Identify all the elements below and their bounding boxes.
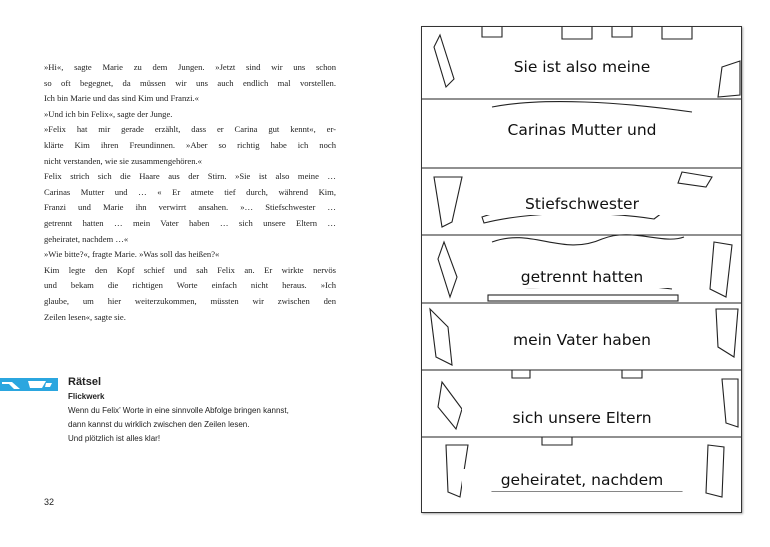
story-line: Carinas Mutter und … « Er atmete tief durch, während Kim,: [44, 186, 336, 197]
story-line: nicht verstanden, wie sie zusammengehören.«: [44, 155, 202, 166]
puzzle-strip-3: Stiefschwester: [462, 193, 702, 215]
story-line: Franzi und Marie ihn verwirrt ansahen. »… Stiefschwester …: [44, 202, 336, 213]
puzzle-strip-1: Sie ist also meine: [462, 56, 702, 78]
story-line: und bekam die richtigen Worte einfach nicht heraus. »Ich: [44, 280, 336, 291]
story-text: [44, 60, 336, 325]
story-line: Zeilen lesen«, sagte sie.: [44, 311, 126, 322]
puzzle-strip-6: sich unsere Eltern: [462, 407, 702, 429]
story-line: klärte Kim ihren Freundinnen. »Aber so richtig habe ich noch: [44, 139, 336, 150]
story-line: »Wie bitte?«, fragte Marie. »Was soll das heißen?«: [44, 249, 220, 260]
puzzle-strip-5: mein Vater haben: [462, 329, 702, 351]
story-line: Felix strich sich die Haare aus der Stirn. »Sie ist also meine …: [44, 171, 336, 182]
story-line: so oft begegnet, da müssen wir uns auch endlich mal vorstellen.: [44, 77, 336, 88]
story-line: Ich bin Marie und das sind Kim und Franzi.«: [44, 93, 199, 104]
riddle-box: [68, 375, 388, 446]
story-line: getrennt hatten … mein Vater haben … sich unsere Eltern …: [44, 217, 336, 228]
riddle-subtitle: Flickwerk: [68, 392, 105, 401]
strip-puzzle: [421, 26, 742, 513]
riddle-badge-icon: [0, 378, 58, 391]
story-line: »Hi«, sagte Marie zu dem Jungen. »Jetzt sind wir uns schon: [44, 62, 336, 72]
puzzle-strip-2: Carinas Mutter und: [462, 119, 702, 141]
story-line: »Und ich bin Felix«, sagte der Junge.: [44, 108, 173, 119]
story-line: Kim legte den Kopf schief und sah Felix an. Er wirkte nervös: [44, 264, 336, 275]
puzzle-strip-7: geheiratet, nachdem: [462, 469, 702, 491]
story-line: glaube, um hier weiterzukommen, müssten wir zwischen den: [44, 295, 336, 306]
riddle-line: dann kannst du wirklich zwischen den Zeilen lesen.: [68, 420, 250, 429]
story-line: »Felix hat mir gerade erzählt, dass er Carina gut kennt«, er-: [44, 124, 336, 135]
riddle-line: Wenn du Felix’ Worte in eine sinnvolle Abfolge bringen kannst,: [68, 406, 289, 415]
riddle-title: Rätsel: [68, 376, 102, 388]
riddle-line: Und plötzlich ist alles klar!: [68, 434, 161, 443]
puzzle-strip-4: getrennt hatten: [462, 266, 702, 288]
page-number: 32: [44, 497, 55, 507]
story-line: geheiratet, nachdem …«: [44, 233, 129, 244]
